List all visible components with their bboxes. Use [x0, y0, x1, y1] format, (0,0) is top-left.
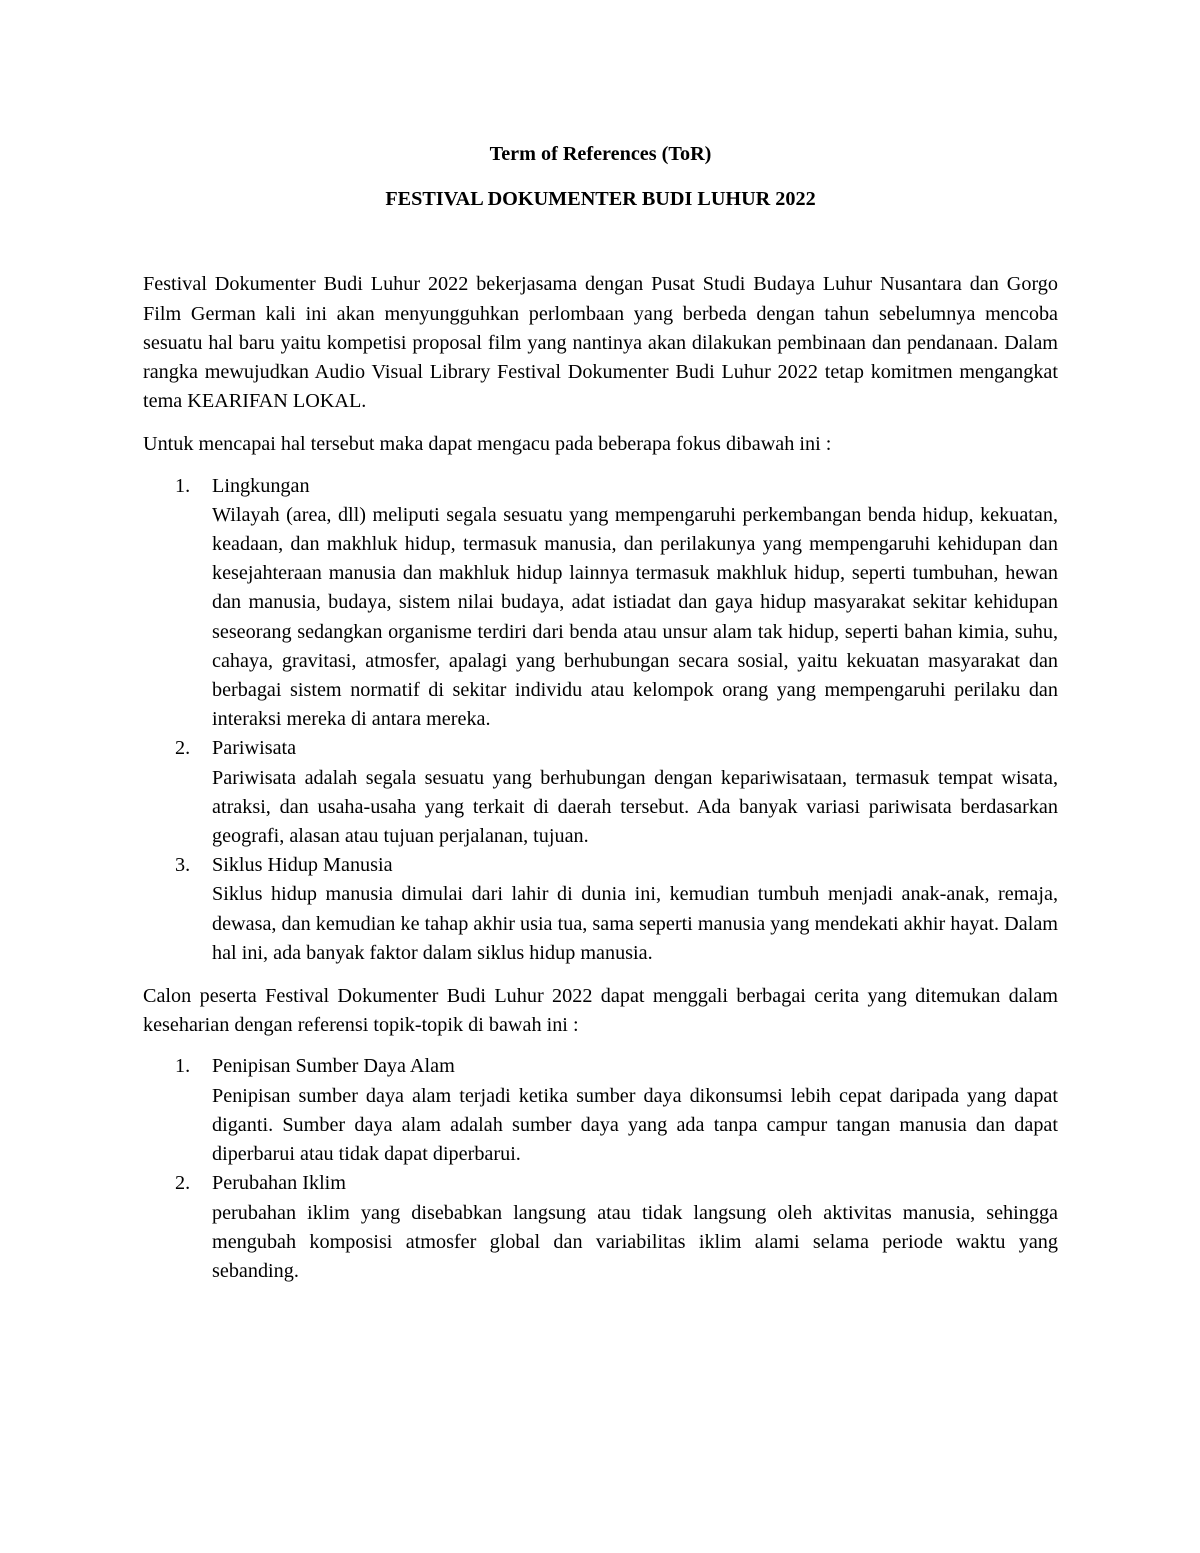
- focus-list: [143, 472, 1058, 968]
- topic-item-description: perubahan iklim yang disebabkan langsung atau tidak langsung oleh aktivitas manusia, sehingga mengubah komposisi atmosfer global dan variabilitas iklim alami selama periode waktu yang sebanding.: [212, 1201, 1058, 1282]
- focus-item-lingkungan: [143, 472, 1058, 735]
- topic-item-title: Penipisan Sumber Daya Alam: [212, 1055, 455, 1078]
- document-title: Term of References (ToR): [489, 143, 712, 165]
- topic-item-penipisan: [143, 1052, 1058, 1169]
- topic-item-perubahan-iklim: [143, 1169, 1058, 1286]
- intro-paragraph: Festival Dokumenter Budi Luhur 2022 bekerjasama dengan Pusat Studi Budaya Luhur Nusantara dan Gorgo Film German kali ini akan menyungguhkan perlombaan yang berbeda dengan tahun sebelumnya mencoba sesuatu hal baru yaitu kompetisi proposal film yang nantinya akan dilakukan pembinaan dan pendanaan. Dalam rangka mewujudkan Audio Visual Library Festival Dokumenter Budi Luhur 2022 tetap komitmen mengangkat tema KEARIFAN LOKAL.: [143, 273, 1058, 413]
- focus-item-siklus-hidup: [143, 851, 1058, 968]
- list-number: 1.: [175, 1055, 191, 1078]
- focus-item-title: Pariwisata: [212, 737, 297, 760]
- focus-item-title: Lingkungan: [212, 474, 310, 497]
- focus-item-description: Wilayah (area, dll) meliputi segala sesuatu yang mempengaruhi perkembangan benda hidup, kekuatan, keadaan, dan makhluk hidup, termasuk manusia, dan perilakunya yang mempengaruhi kehidupan dan kesejahteraan manusia dan makhluk hidup lainnya termasuk makhluk hidup, seperti tumbuhan, hewan dan manusia, budaya, sistem nilai budaya, adat istiadat dan gaya hidup masyarakat sekitar kehidupan seseorang sedangkan organisme terdiri dari benda atau unsur alam tak hidup, seperti bahan kimia, suhu, cahaya, gravitasi, atmosfer, apalagi yang berhubungan secara sosial, yaitu kekuatan masyarakat dan berbagai sistem normatif di sekitar individu atau kelompok orang yang mempengaruhi perilaku dan interaksi mereka di antara mereka.: [212, 503, 1058, 731]
- list-number: 2.: [175, 1172, 191, 1195]
- list-number: 3.: [175, 854, 191, 877]
- list-number: 1.: [175, 474, 191, 497]
- focus-item-title: Siklus Hidup Manusia: [212, 854, 393, 877]
- focus-item-description: Siklus hidup manusia dimulai dari lahir di dunia ini, kemudian tumbuh menjadi anak-anak, remaja, dewasa, dan kemudian ke tahap akhir usia tua, sama seperti manusia yang mendekati akhir hayat. Dalam hal ini, ada banyak faktor dalam siklus hidup manusia.: [212, 883, 1058, 964]
- focus-item-description: Pariwisata adalah segala sesuatu yang berhubungan dengan kepariwisataan, termasuk tempat wisata, atraksi, dan usaha-usaha yang terkait di daerah tersebut. Ada banyak variasi pariwisata berdasarkan geografi, alasan atau tujuan perjalanan, tujuan.: [212, 766, 1058, 848]
- list-number: 2.: [175, 737, 191, 760]
- topics-list: [143, 1052, 1058, 1286]
- topic-item-description: Penipisan sumber daya alam terjadi ketika sumber daya dikonsumsi lebih cepat daripada yang dapat diganti. Sumber daya alam adalah sumber daya yang ada tanpa campur tangan manusia dan dapat diperbarui atau tidak dapat diperbarui.: [212, 1084, 1058, 1166]
- focus-lead-paragraph: Untuk mencapai hal tersebut maka dapat mengacu pada beberapa fokus dibawah ini :: [143, 433, 832, 456]
- document-subtitle: FESTIVAL DOKUMENTER BUDI LUHUR 2022: [385, 188, 816, 211]
- topic-item-title: Perubahan Iklim: [212, 1172, 346, 1195]
- document-page: [143, 140, 1058, 1286]
- focus-item-pariwisata: [143, 734, 1058, 851]
- topics-lead-paragraph: Calon peserta Festival Dokumenter Budi Luhur 2022 dapat menggali berbagai cerita yang ditemukan dalam keseharian dengan referensi topik-topik di bawah ini :: [143, 985, 1058, 1037]
